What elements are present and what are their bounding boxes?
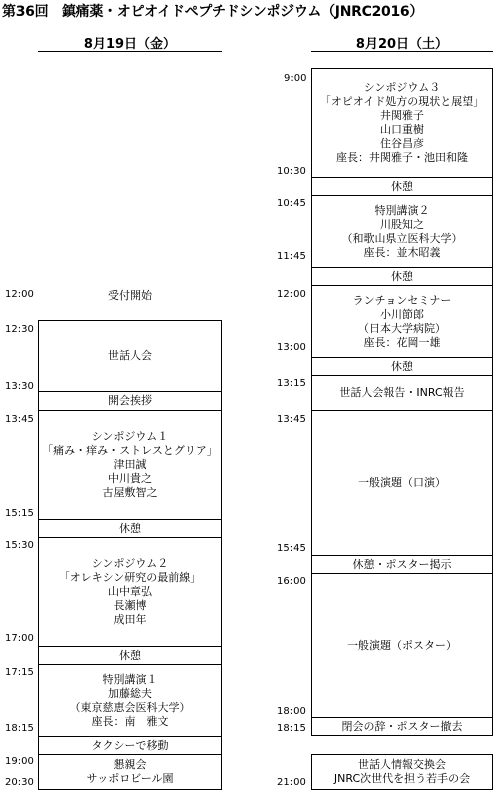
day1-time: 12:30 bbox=[5, 324, 34, 335]
block-line: 開会挨拶 bbox=[108, 394, 152, 407]
day1-header-underline bbox=[38, 51, 222, 52]
block-line: 「痛み・痒み・ストレスとグリア」 bbox=[42, 444, 218, 457]
block-line: 長瀬博 bbox=[113, 599, 147, 612]
day2-time: 12:00 bbox=[277, 289, 306, 300]
block-line: 世話人情報交換会 bbox=[358, 758, 446, 771]
day1-time: 13:30 bbox=[5, 381, 34, 392]
day2-symposium-3 bbox=[311, 68, 493, 178]
block-line: 特別講演１ bbox=[102, 672, 158, 686]
day2-break-poster-setup bbox=[311, 555, 493, 574]
block-line: 加藤総夫 bbox=[108, 686, 152, 700]
block-line: タクシーで移動 bbox=[91, 738, 169, 752]
block-line: 世話人会 bbox=[108, 349, 152, 362]
day2-time: 15:45 bbox=[277, 543, 306, 554]
block-line: 「オレキシン研究の最前線」 bbox=[58, 571, 202, 584]
block-line: 一般演題（口演） bbox=[358, 476, 446, 489]
day2-time: 13:45 bbox=[277, 414, 306, 425]
page-title: 第36回 鎮痛薬・オピオイドペプチドシンポジウム（JNRC2016） bbox=[2, 4, 424, 20]
block-line: シンポジウム３ bbox=[363, 81, 441, 94]
day2-break-2 bbox=[311, 267, 493, 286]
day2-poster-presentations bbox=[311, 573, 493, 718]
block-line: 座長：花岡一雄 bbox=[363, 335, 441, 349]
block-line: （日本大学病院） bbox=[358, 321, 446, 335]
block-line: 山中章弘 bbox=[108, 585, 152, 598]
block-line: 休憩 bbox=[119, 521, 141, 535]
day1-time: 20:30 bbox=[5, 777, 34, 788]
day2-time: 10:30 bbox=[277, 166, 306, 177]
block-line: 座長：南 雅文 bbox=[91, 714, 169, 728]
block-line: 一般演題（ポスター） bbox=[347, 638, 457, 652]
block-line: JNRC次世代を担う若手の会 bbox=[333, 772, 471, 785]
day2-luncheon-seminar bbox=[311, 285, 493, 358]
block-line: 「オピオイド処方の現状と展望」 bbox=[319, 95, 485, 108]
day2-time: 11:45 bbox=[277, 251, 306, 262]
day1-break-1 bbox=[38, 519, 222, 538]
block-line: （和歌山県立医科大学） bbox=[341, 231, 463, 245]
day2-header: 8月20日（土） bbox=[355, 37, 449, 52]
day2-time: 18:15 bbox=[277, 723, 306, 734]
block-line: 懇親会 bbox=[113, 758, 147, 771]
block-line: 休憩 bbox=[391, 179, 413, 193]
day1-time: 19:00 bbox=[5, 756, 34, 767]
block-line: 山口重樹 bbox=[380, 123, 424, 136]
block-line: （東京慈恵会医科大学） bbox=[69, 700, 191, 714]
day1-break-2 bbox=[38, 646, 222, 665]
block-line: 津田誠 bbox=[113, 458, 147, 471]
day1-symposium-1 bbox=[38, 410, 222, 520]
block-line: 特別講演２ bbox=[374, 203, 430, 217]
block-line: 閉会の辞・ポスター撤去 bbox=[341, 719, 463, 733]
block-line: 休憩 bbox=[391, 359, 413, 373]
day1-time: 18:15 bbox=[5, 723, 34, 734]
day1-time: 17:15 bbox=[5, 667, 34, 678]
block-line: 休憩 bbox=[119, 648, 141, 662]
day1-symposium-2 bbox=[38, 537, 222, 647]
block-line: 休憩・ポスター掲示 bbox=[352, 557, 452, 571]
day1-time: 12:00 bbox=[5, 289, 34, 300]
block-line: 小川節郎 bbox=[380, 307, 424, 321]
day2-special-lecture-2 bbox=[311, 195, 493, 268]
day1-time: 13:45 bbox=[5, 414, 34, 425]
block-line: 成田年 bbox=[113, 613, 147, 626]
block-line: 世話人会報告・INRC報告 bbox=[339, 386, 465, 399]
block-line: シンポジウム１ bbox=[91, 430, 169, 443]
day1-opening-address bbox=[38, 391, 222, 411]
day2-time: 13:15 bbox=[277, 378, 306, 389]
day2-time: 9:00 bbox=[284, 73, 307, 84]
day2-header-underline bbox=[311, 51, 493, 52]
day2-break-3 bbox=[311, 357, 493, 376]
day2-break-1 bbox=[311, 177, 493, 196]
block-line: 川股知之 bbox=[380, 217, 424, 231]
day2-time: 21:00 bbox=[277, 777, 306, 788]
day2-young-researchers-meeting bbox=[311, 754, 493, 790]
day2-oral-presentations bbox=[311, 410, 493, 556]
block-line: 住谷昌彦 bbox=[380, 137, 424, 150]
block-line: シンポジウム２ bbox=[91, 557, 169, 570]
block-line: 中川貴之 bbox=[108, 472, 152, 485]
day1-time: 15:30 bbox=[5, 540, 34, 551]
day2-board-report bbox=[311, 375, 493, 411]
day2-time: 16:00 bbox=[277, 576, 306, 587]
block-line: ランチョンセミナー bbox=[352, 293, 452, 307]
day1-special-lecture-1 bbox=[38, 664, 222, 737]
day2-time: 10:45 bbox=[277, 198, 306, 209]
block-line: 座長：並木昭義 bbox=[363, 245, 441, 259]
day1-time: 17:00 bbox=[5, 633, 34, 644]
day1-header: 8月19日（金） bbox=[83, 37, 177, 52]
day2-closing-poster-removal bbox=[311, 717, 493, 736]
reception-label: 受付開始 bbox=[108, 289, 152, 302]
block-line: 休憩 bbox=[391, 269, 413, 283]
block-line: 井関雅子 bbox=[380, 109, 424, 122]
day2-time: 18:00 bbox=[277, 706, 306, 717]
block-line: 座長：井関雅子・池田和隆 bbox=[336, 151, 468, 164]
day2-time: 13:00 bbox=[277, 342, 306, 353]
day1-board-meeting bbox=[38, 320, 222, 392]
block-line: サッポロビール園 bbox=[86, 772, 174, 785]
day1-time: 15:15 bbox=[5, 508, 34, 519]
day1-taxi-transfer bbox=[38, 736, 222, 755]
day1-banquet bbox=[38, 754, 222, 790]
block-line: 古屋敷智之 bbox=[102, 486, 158, 499]
